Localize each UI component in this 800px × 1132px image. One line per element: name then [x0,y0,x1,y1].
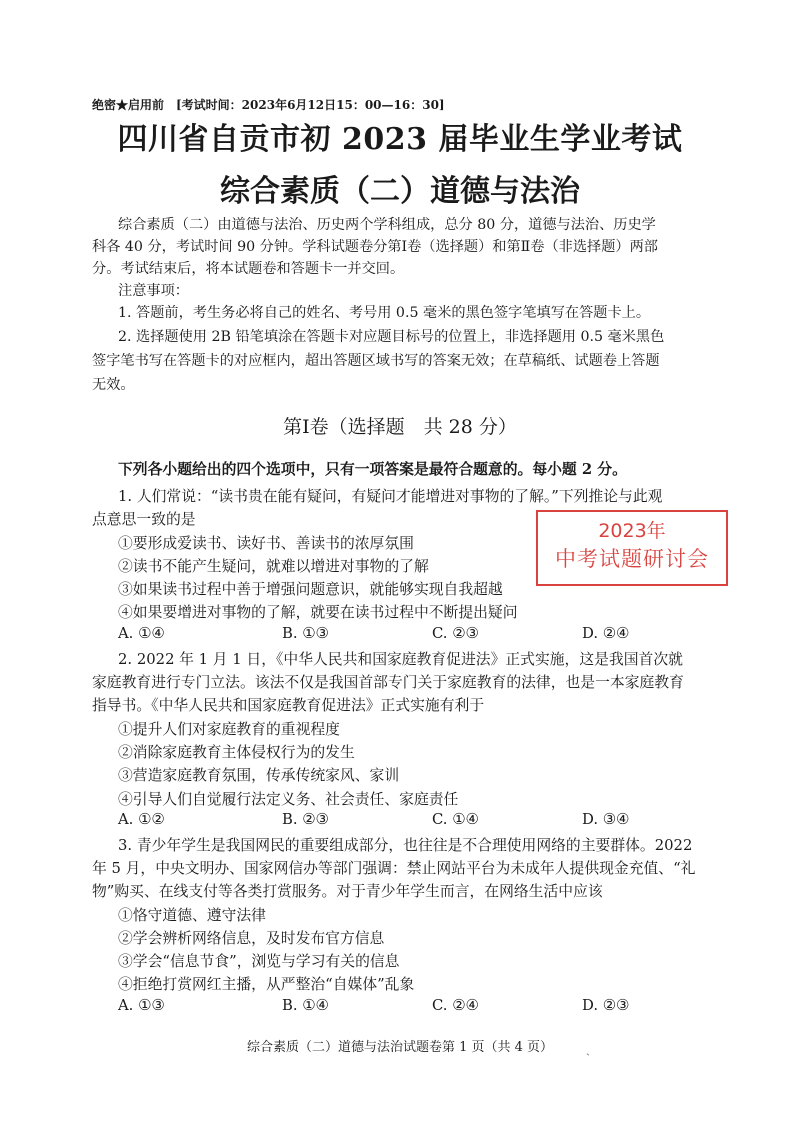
notice-title: 注意事项： [118,283,189,299]
intro-line: 科各 40 分，考试时间 90 分钟。学科试题卷分第Ⅰ卷（选择题）和第Ⅱ卷（非选择题）两部 [92,239,658,255]
notice-item: 签字笔书写在答题卡的对应框内，超出答题区域书写的答案无效；在草稿纸、试题卷上答题 [92,353,660,369]
question-3-option-d: D. ②③ [582,997,630,1014]
intro-line: 综合素质（二）由道德与法治、历史两个学科组成，总分 80 分，道德与法治、历史学 [118,217,656,233]
question-2-stem: 指导书。《中华人民共和国家庭教育促进法》正式实施有利于 [92,697,485,714]
question-2-item: ③营造家庭教育氛围，传承传统家风、家训 [118,767,400,784]
question-3-item: ③学会“信息节食”，浏览与学习有关的信息 [118,953,400,970]
scan-mark-icon: ˎ [586,1042,590,1056]
notice-item: 无效。 [92,377,135,393]
question-2-item: ②消除家庭教育主体侵权行为的发生 [118,744,355,761]
question-3-item: ①恪守道德、遵守法律 [118,907,266,924]
question-3-option-a: A. ①③ [118,997,165,1014]
question-1-item: ①要形成爱读书、读好书、善读书的浓厚氛围 [118,535,414,552]
question-3-stem: 年 5 月，中央文明办、国家网信办等部门强调：禁止网站平台为未成年人提供现金充值、“礼 [92,860,696,877]
question-3-stem: 3. 青少年学生是我国网民的重要组成部分，也往往是不合理使用网络的主要群体。2022 [118,837,693,854]
question-1-option-b: B. ①③ [282,625,329,642]
question-1-option-d: D. ②④ [582,625,630,642]
intro-line: 分。考试结束后，将本试题卷和答题卡一并交回。 [92,261,405,277]
question-3-item: ④拒绝打赏网红主播，从严整治“自媒体”乱象 [118,976,415,993]
question-3-option-b: B. ①④ [282,997,329,1014]
exam-title: 四川省自贡市初 2023 届毕业生学业考试 [117,122,683,157]
question-1-stem: 点意思一致的是 [92,511,196,528]
question-3-item: ②学会辨析网络信息，及时发布官方信息 [118,930,385,947]
confidential-header: 绝密★启用前 [考试时间：2023年6月12日15：00—16：30] [92,98,445,112]
question-2-option-a: A. ①② [118,811,165,828]
question-1-stem: 1. 人们常说：“读书贵在能有疑问，有疑问才能增进对事物的了解。”下列推论与此观 [118,488,663,505]
question-2-item: ①提升人们对家庭教育的重视程度 [118,721,340,738]
question-1-option-a: A. ①④ [118,625,165,642]
question-2-option-c: C. ①④ [432,811,479,828]
question-2-option-b: B. ②③ [282,811,329,828]
stamp-year: 2023年 [598,520,666,542]
question-2-stem: 2. 2022 年 1 月 1 日，《中华人民共和国家庭教育促进法》正式实施，这是我国首次就 [118,651,683,668]
question-1-item: ④如果要增进对事物的了解，就要在读书过程中不断提出疑问 [118,604,518,621]
question-1-item: ③如果读书过程中善于增强问题意识，就能够实现自我超越 [118,581,503,598]
page-footer: 综合素质（二）道德与法治试题卷第 1 页（共 4 页） [246,1040,554,1055]
question-3-option-c: C. ②④ [432,997,479,1014]
stamp-label: 中考试题研讨会 [555,547,709,571]
question-2-item: ④引导人们自觉履行法定义务、社会责任、家庭责任 [118,791,459,808]
question-2-option-d: D. ③④ [582,811,630,828]
exam-subtitle: 综合素质（二）道德与法治 [220,174,580,209]
question-2-stem: 家庭教育进行专门立法。该法不仅是我国首部专门关于家庭教育的法律，也是一本家庭教育 [92,674,684,691]
question-3-stem: 物”购买、在线支付等各类打赏服务。对于青少年学生而言，在网络生活中应该 [92,883,603,900]
section-instruction: 下列各小题给出的四个选项中，只有一项答案是最符合题意的。每小题 2 分。 [118,461,627,478]
notice-item: 1. 答题前，考生务必将自己的姓名、考号用 0.5 毫米的黑色签字笔填写在答题卡上。 [118,305,651,321]
question-1-item: ②读书不能产生疑问，就难以增进对事物的了解 [118,558,429,575]
question-1-option-c: C. ②③ [432,625,479,642]
notice-item: 2. 选择题使用 2B 铅笔填涂在答题卡对应题目标号的位置上，非选择题用 0.5 毫米黑色 [118,329,665,345]
section-title: 第Ⅰ卷（选择题 共 28 分） [283,416,517,438]
watermark-stamp [536,510,728,586]
